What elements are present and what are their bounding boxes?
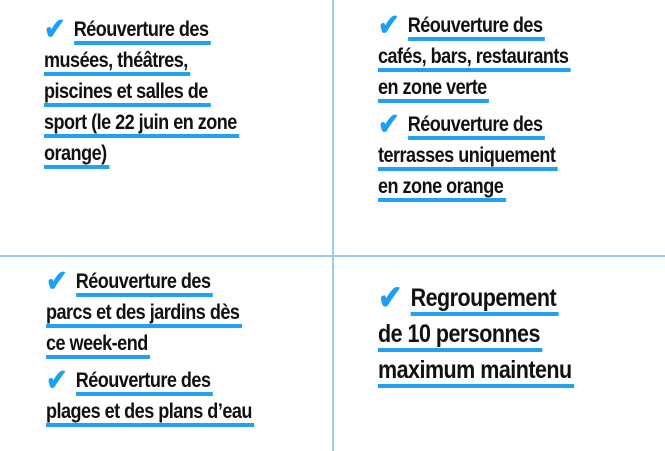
item-line: ce week-end [46,332,150,359]
item-line: musées, théâtres, [44,49,190,76]
item-line: maximum maintenu [378,357,574,388]
panel-parks [46,266,326,433]
item-line: Réouverture des [74,18,211,45]
checkmark-icon: ✔ [378,108,400,141]
item-line: parcs et des jardins dès [46,301,242,328]
item-line: Réouverture des [76,369,213,396]
item-line: Réouverture des [408,14,545,41]
checkmark-icon: ✔ [44,13,66,46]
list-item [378,109,660,202]
item-line: terrasses uniquement [378,144,558,171]
checkmark-icon: ✔ [378,279,402,317]
item-line: en zone orange [378,175,506,202]
item-line: sport (le 22 juin en zone [44,111,239,138]
checkmark-icon: ✔ [46,265,68,298]
list-item [44,14,324,169]
horizontal-divider [0,255,665,257]
item-line: de 10 personnes [378,321,543,352]
panel-cafes [378,10,660,208]
vertical-divider [332,0,334,451]
panel-gatherings [378,280,660,394]
item-line: Regroupement [411,285,559,316]
checkmark-icon: ✔ [46,364,68,397]
panel-museums [44,14,324,175]
list-item [46,365,326,427]
list-item [378,10,660,103]
item-line: plages et des plans d’eau [46,400,254,427]
checkmark-icon: ✔ [378,9,400,42]
item-line: piscines et salles de [44,80,210,107]
item-line: Réouverture des [76,270,213,297]
list-item [46,266,326,359]
item-line: cafés, bars, restaurants [378,45,571,72]
list-item [378,280,660,388]
item-line: Réouverture des [408,113,545,140]
item-line: orange) [44,142,109,169]
item-line: en zone verte [378,76,489,103]
